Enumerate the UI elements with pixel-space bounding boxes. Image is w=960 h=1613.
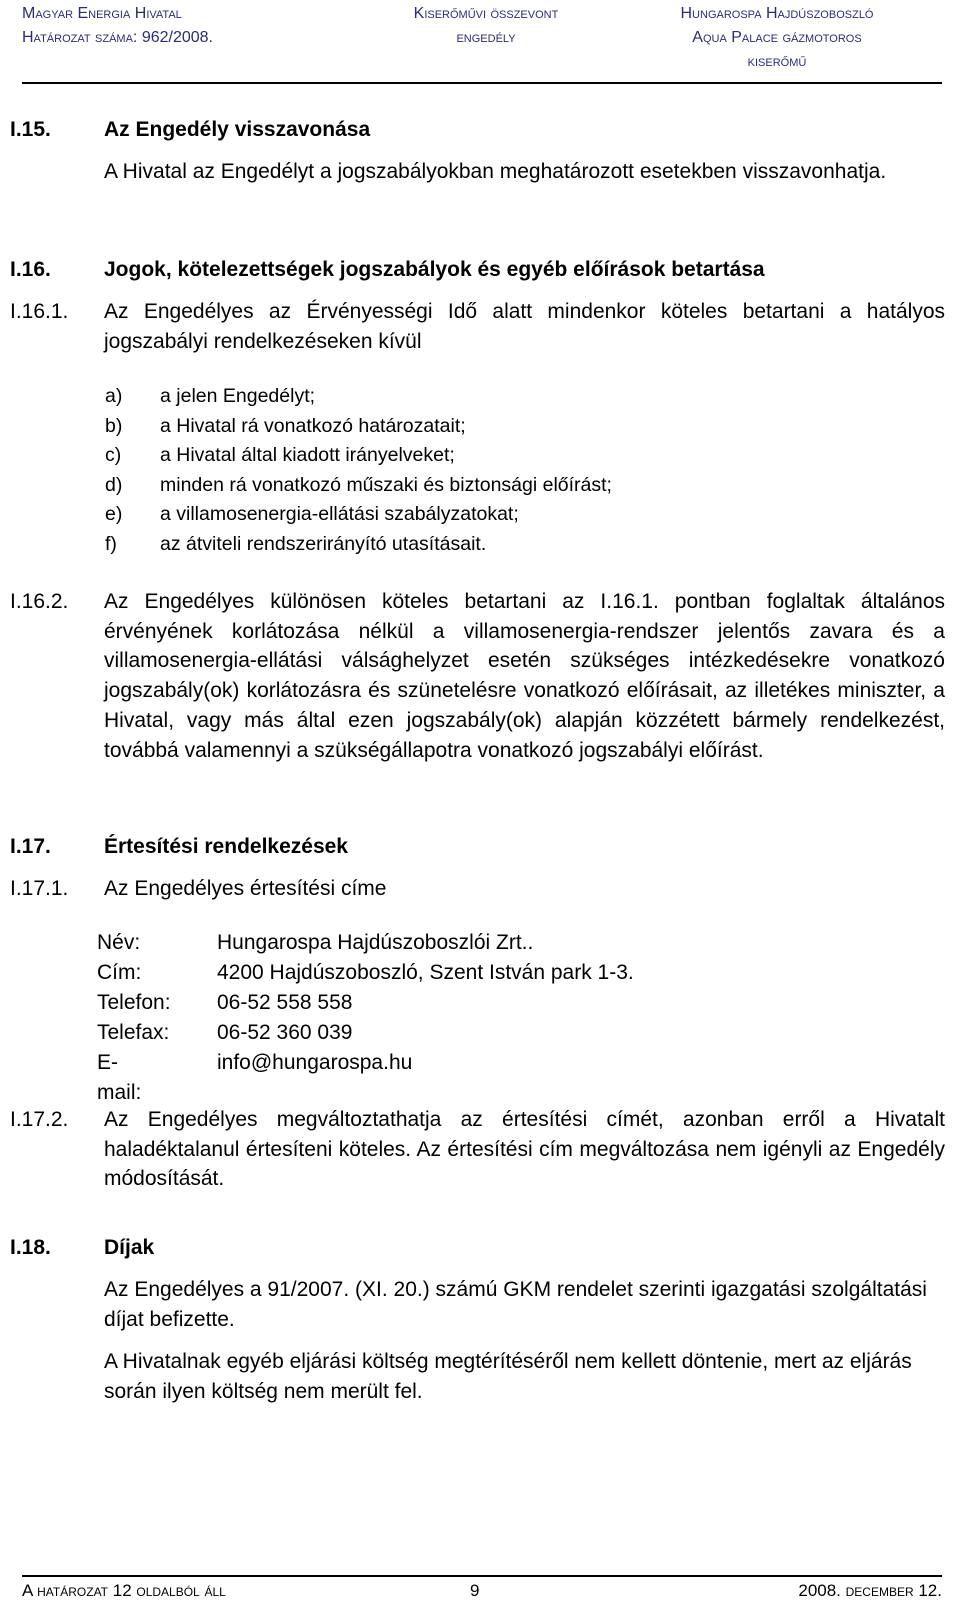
header-authority-name: Magyar Energia Hivatal (22, 5, 182, 22)
section-title: Jogok, kötelezettségek jogszabályok és egyéb előírások betartása (104, 258, 765, 281)
contact-label: Név: (97, 931, 141, 954)
header-license-type (356, 2, 616, 68)
contact-label: Telefon: (97, 991, 171, 1014)
section-i161 (10, 297, 945, 356)
contact-value: info@hungarospa.hu (217, 1051, 413, 1074)
section-paragraph: A Hivatalnak egyéb eljárási költség megtérítéséről nem kellett döntenie, mert az eljárás során ilyen költség nem merült fel. (104, 1350, 912, 1403)
contact-label: Telefax: (97, 1021, 170, 1044)
section-i16-heading (10, 255, 945, 285)
section-paragraph: Az Engedélyes az Érvényességi Idő alatt mindenkor köteles betartani a hatályos jogszabályi rendelkezéseken kívül (104, 300, 945, 353)
section-i15-heading (10, 115, 945, 145)
contact-value: 06-52 360 039 (217, 1021, 353, 1044)
section-number: I.18. (10, 1236, 51, 1259)
list-item-text: a villamosenergia-ellátási szabályzatokat; (160, 503, 519, 525)
section-i17-heading (10, 832, 945, 862)
section-paragraph: Az Engedélyes különösen köteles betartani az I.16.1. pontban foglaltak általános érvényének korlátozása nélkül a villamosenergia-rendszer jelentős zavara és a villamosenergia-ellátási válsághelyzet esetén szükséges intézkedésekre vonatkozó jogszabály(ok) korlátozásra és szünetelésre vonatkozó előírásait, az illetékes miniszter, a Hivatal, vagy más által ezen jogszabály(ok) alapján közzétett bármely rendelkezést, továbbá valamennyi a szükségállapotra vonatkozó jogszabályi előírást. (104, 590, 945, 762)
section-paragraph: Az Engedélyes megváltoztathatja az értesítési címét, azonban erről a Hivatalt haladéktalanul értesíteni köteles. Az értesítési cím megváltozása nem igényli az Engedély módosítását. (104, 1108, 945, 1191)
header-licensee-line3: kiserőmű (747, 53, 807, 70)
list-item-text: minden rá vonatkozó műszaki és biztonsági előírást; (160, 473, 612, 496)
section-i162 (10, 587, 945, 765)
list-item-text: az átviteli rendszerirányító utasításait. (160, 532, 487, 555)
section-number: I.17.1. (10, 877, 69, 900)
section-i15-text (10, 157, 945, 187)
header-licensee-line2: Aqua Palace gázmotoros (692, 29, 862, 46)
list-item-letter: b) (105, 414, 123, 437)
footer-page-number: 9 (470, 1581, 480, 1600)
list-item-text: a jelen Engedélyt; (160, 385, 316, 407)
section-title: Az Engedély visszavonása (104, 118, 371, 141)
contact-value: Hungarospa Hajdúszoboszlói Zrt.. (217, 931, 534, 954)
section-i18-para2 (10, 1347, 945, 1406)
section-i171 (10, 874, 945, 904)
section-number: I.17. (10, 835, 51, 858)
footer-page-count: A határozat 12 oldalból áll (22, 1581, 226, 1600)
section-number: I.15. (10, 118, 51, 141)
section-paragraph: A Hivatal az Engedélyt a jogszabályokban meghatározott esetekben visszavonhatja. (104, 160, 887, 183)
list-item-text: a Hivatal rá vonatkozó határozatait; (160, 414, 466, 437)
header-authority (22, 2, 322, 68)
list-item-text: a Hivatal által kiadott irányelveket; (160, 444, 455, 466)
contact-label: Cím: (97, 961, 142, 984)
contact-value: 4200 Hajdúszoboszló, Szent István park 1-3. (217, 961, 634, 984)
section-number: I.16. (10, 258, 51, 281)
section-title: Díjak (104, 1236, 155, 1259)
contact-value: 06-52 558 558 (217, 991, 353, 1014)
section-number: I.17.2. (10, 1108, 69, 1131)
section-number: I.16.1. (10, 300, 69, 323)
section-i18-para1 (10, 1275, 945, 1334)
section-paragraph: Az Engedélyes a 91/2007. (XI. 20.) számú GKM rendelet szerinti igazgatási szolgáltatási díjat befizette. (104, 1278, 927, 1331)
header-license-line1: Kiserőművi összevont (413, 5, 559, 22)
header-license-line2: engedély (456, 29, 516, 46)
header-divider (22, 82, 942, 84)
section-number: I.16.2. (10, 590, 69, 613)
section-i172 (10, 1105, 945, 1194)
footer-divider (22, 1575, 942, 1577)
list-item-letter: a) (105, 385, 123, 407)
header-licensee-line1: Hungarospa Hajdúszoboszló (680, 5, 874, 22)
header-licensee (612, 2, 942, 68)
list-item-letter: f) (105, 532, 117, 555)
header-decision-number: Határozat száma: 962/2008. (22, 29, 213, 46)
contact-label: E-mail: (97, 1051, 142, 1104)
list-item-letter: d) (105, 473, 123, 496)
list-item-letter: c) (105, 444, 122, 466)
section-i18-heading (10, 1233, 945, 1263)
section-title: Értesítési rendelkezések (104, 835, 348, 858)
footer-date: 2008. december 12. (798, 1581, 942, 1600)
section-paragraph: Az Engedélyes értesítési címe (104, 877, 387, 900)
list-item-letter: e) (105, 503, 123, 525)
